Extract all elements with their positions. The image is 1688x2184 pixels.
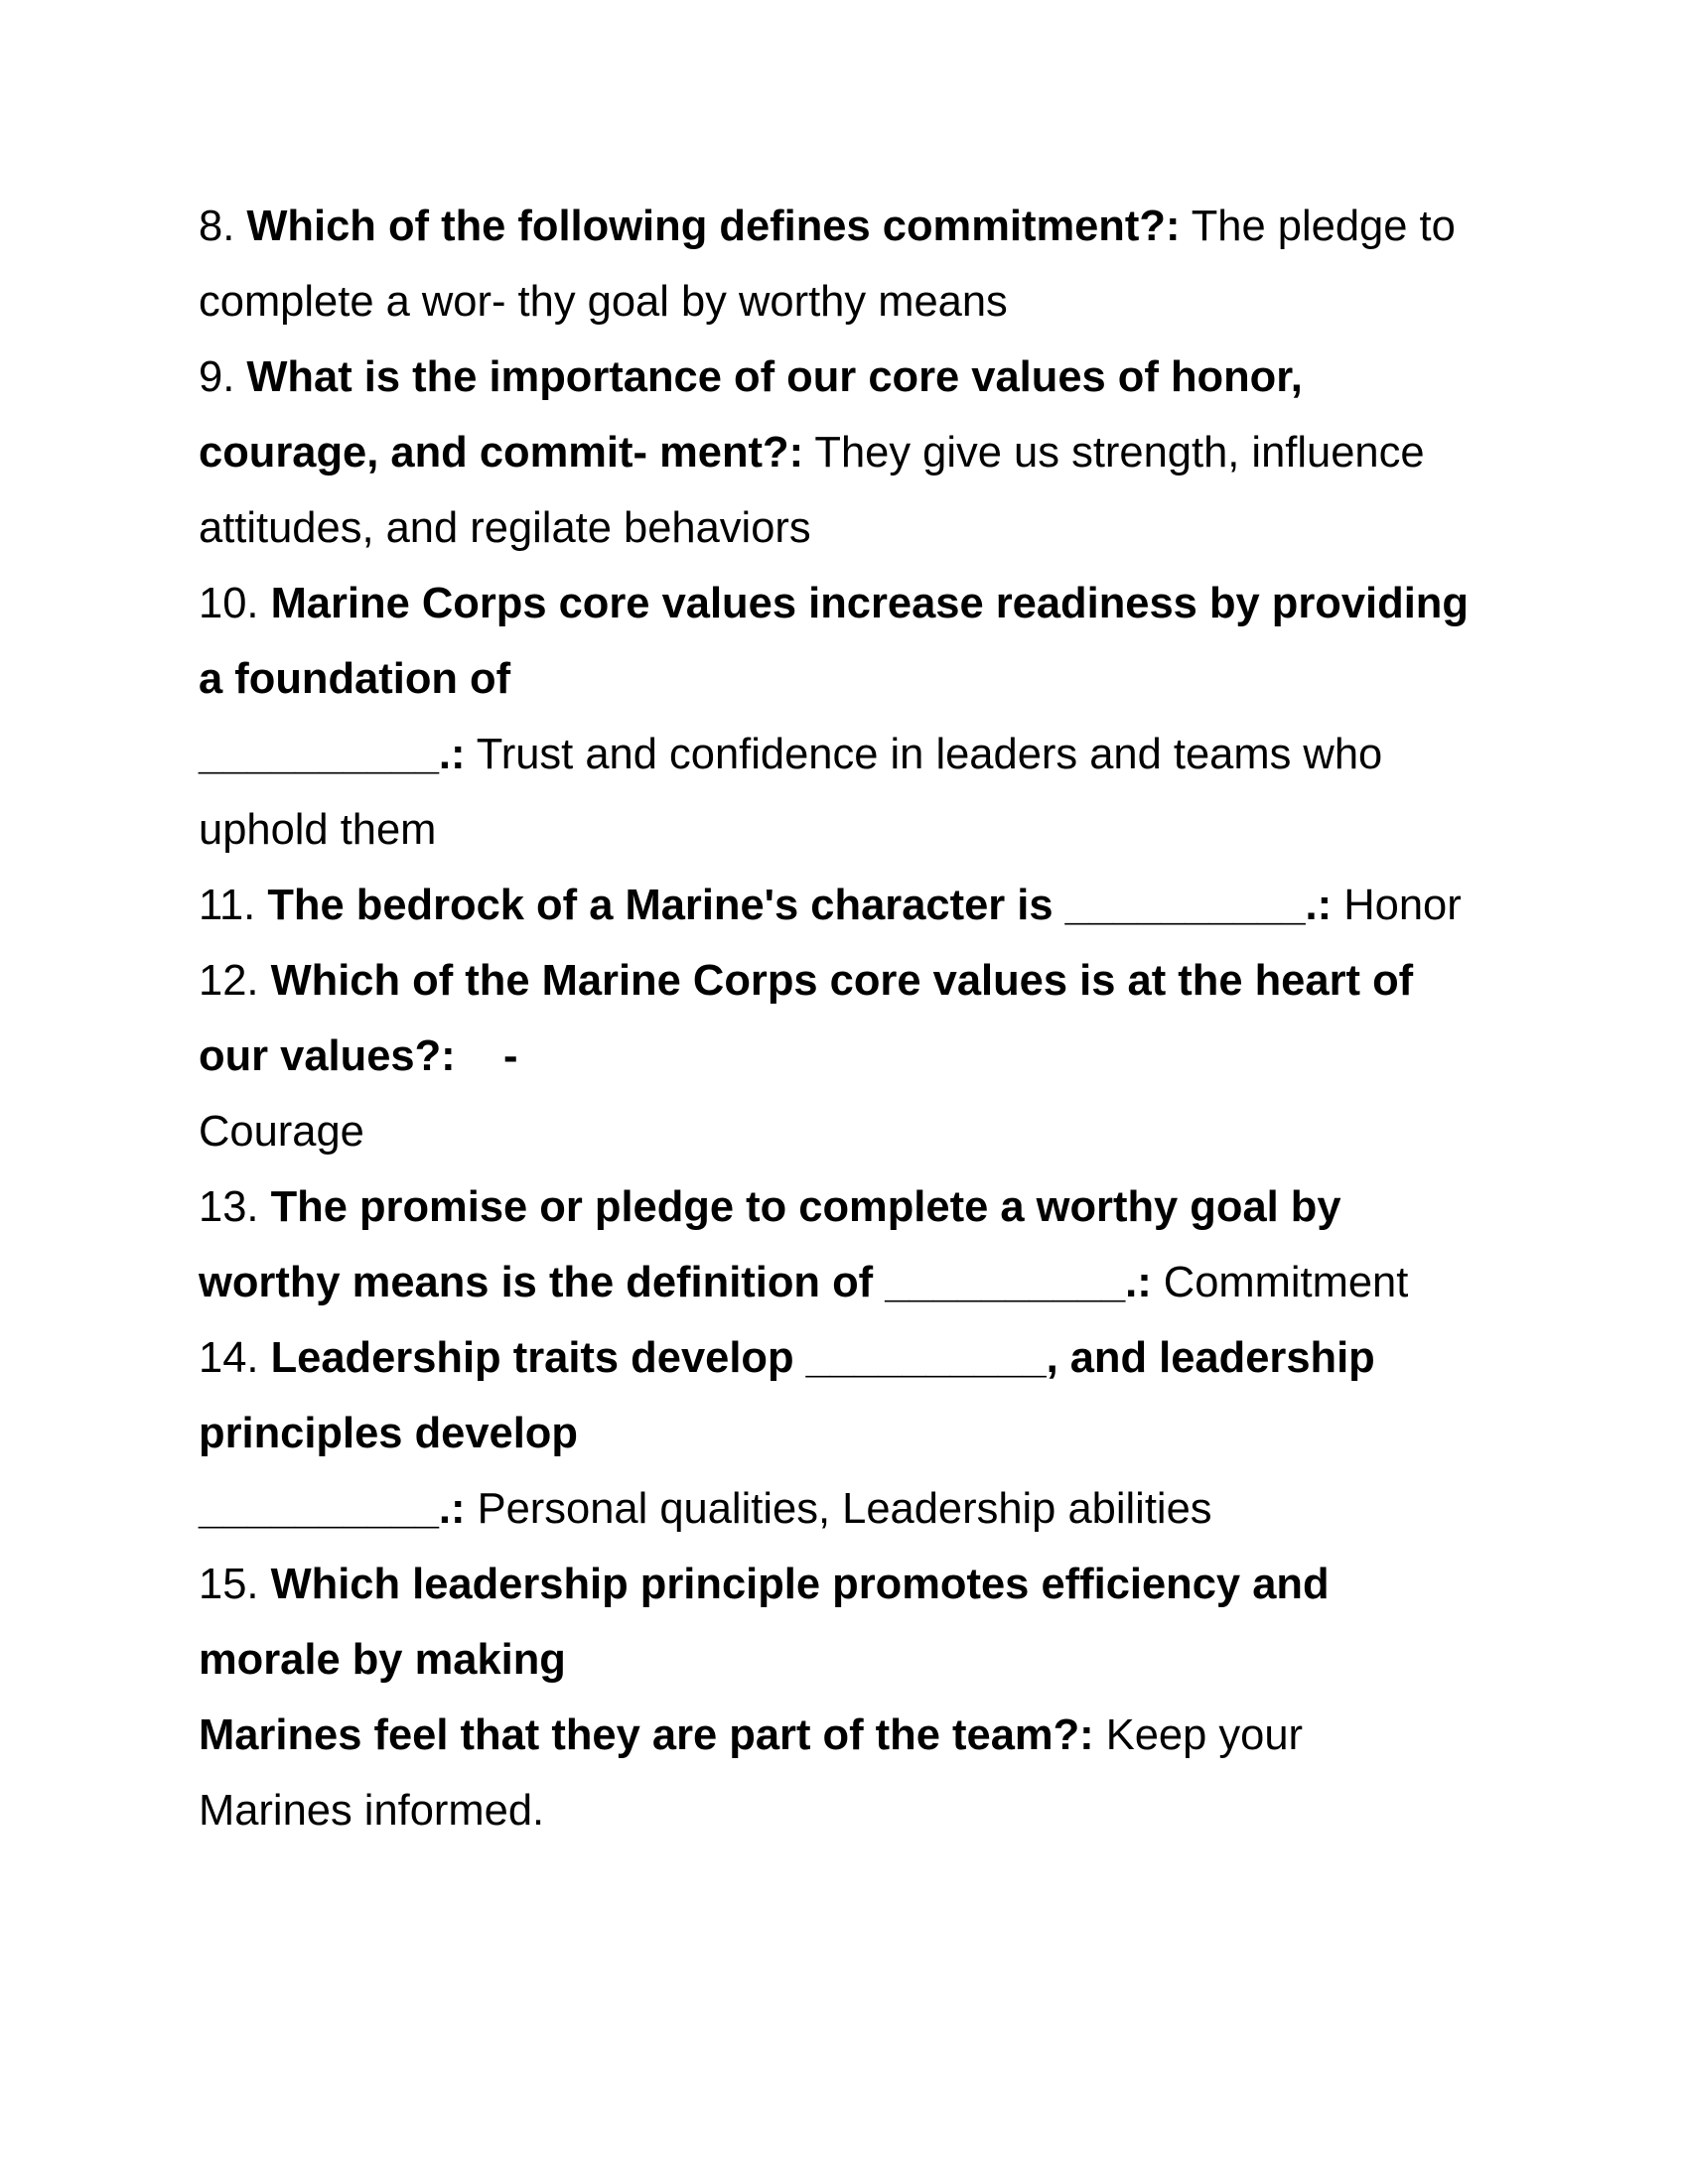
question-text: Marine Corps core values increase readiness by providing	[270, 580, 1469, 627]
text-line	[199, 1698, 1489, 1773]
text-line	[199, 1773, 1489, 1848]
answer-text: Courage	[199, 1108, 364, 1156]
text-line	[199, 415, 1489, 490]
question-text: The promise or pledge to complete a worthy goal by	[270, 1183, 1341, 1231]
question-text: What is the importance of our core values of honor,	[246, 353, 1303, 401]
question-text: principles develop	[199, 1410, 578, 1457]
answer-text: The pledge to	[1180, 203, 1456, 250]
question-number: 11.	[199, 882, 268, 929]
question-text: a foundation of	[199, 655, 511, 703]
text-line	[199, 1019, 1489, 1094]
question-text: Marines feel that they are part of the team?:	[199, 1711, 1094, 1759]
text-line	[199, 1169, 1489, 1245]
answer-text: Trust and confidence in leaders and teams who	[465, 731, 1383, 778]
question-text: Which of the following defines commitment?:	[246, 203, 1181, 250]
question-text: courage, and commit- ment?:	[199, 429, 804, 477]
question-text: __________.:	[199, 731, 466, 778]
text-line	[199, 1396, 1489, 1471]
answer-text: Personal qualities, Leadership abilities	[465, 1485, 1212, 1533]
answer-text: They give us strength, influence	[803, 429, 1425, 477]
text-line	[199, 1094, 1489, 1169]
text-line	[199, 566, 1489, 641]
text-line	[199, 1471, 1489, 1547]
text-line	[199, 340, 1489, 415]
question-text: our values?: -	[199, 1032, 518, 1080]
text-line	[199, 641, 1489, 717]
text-line	[199, 717, 1489, 792]
question-number: 8.	[199, 203, 247, 250]
question-number: 13.	[199, 1183, 271, 1231]
question-number: 15.	[199, 1561, 271, 1608]
question-text: The bedrock of a Marine's character is __________.:	[267, 882, 1333, 929]
text-line	[199, 1320, 1489, 1396]
text-line	[199, 868, 1489, 943]
text-line	[199, 1547, 1489, 1622]
text-line	[199, 1245, 1489, 1320]
text-line	[199, 792, 1489, 868]
question-text: __________.:	[199, 1485, 466, 1533]
question-text: worthy means is the definition of __________.:	[199, 1259, 1152, 1306]
question-text: Leadership traits develop __________, and leadership	[270, 1334, 1375, 1382]
text-line	[199, 1622, 1489, 1698]
question-text: Which leadership principle promotes efficiency and	[270, 1561, 1330, 1608]
text-line	[199, 189, 1489, 264]
answer-text: complete a wor- thy goal by worthy means	[199, 278, 1008, 326]
flashcard-text	[199, 189, 1489, 1848]
answer-text: Honor	[1332, 882, 1462, 929]
answer-text: uphold them	[199, 806, 437, 854]
text-line	[199, 490, 1489, 566]
question-number: 10.	[199, 580, 271, 627]
question-number: 12.	[199, 957, 271, 1005]
text-line	[199, 264, 1489, 340]
question-number: 9.	[199, 353, 247, 401]
answer-text: Marines informed.	[199, 1787, 545, 1835]
question-text: morale by making	[199, 1636, 566, 1684]
answer-text: Keep your	[1093, 1711, 1304, 1759]
question-text: Which of the Marine Corps core values is at the heart of	[270, 957, 1414, 1005]
text-line	[199, 943, 1489, 1019]
answer-text: Commitment	[1151, 1259, 1409, 1306]
answer-text: attitudes, and regilate behaviors	[199, 504, 811, 552]
question-number: 14.	[199, 1334, 271, 1382]
